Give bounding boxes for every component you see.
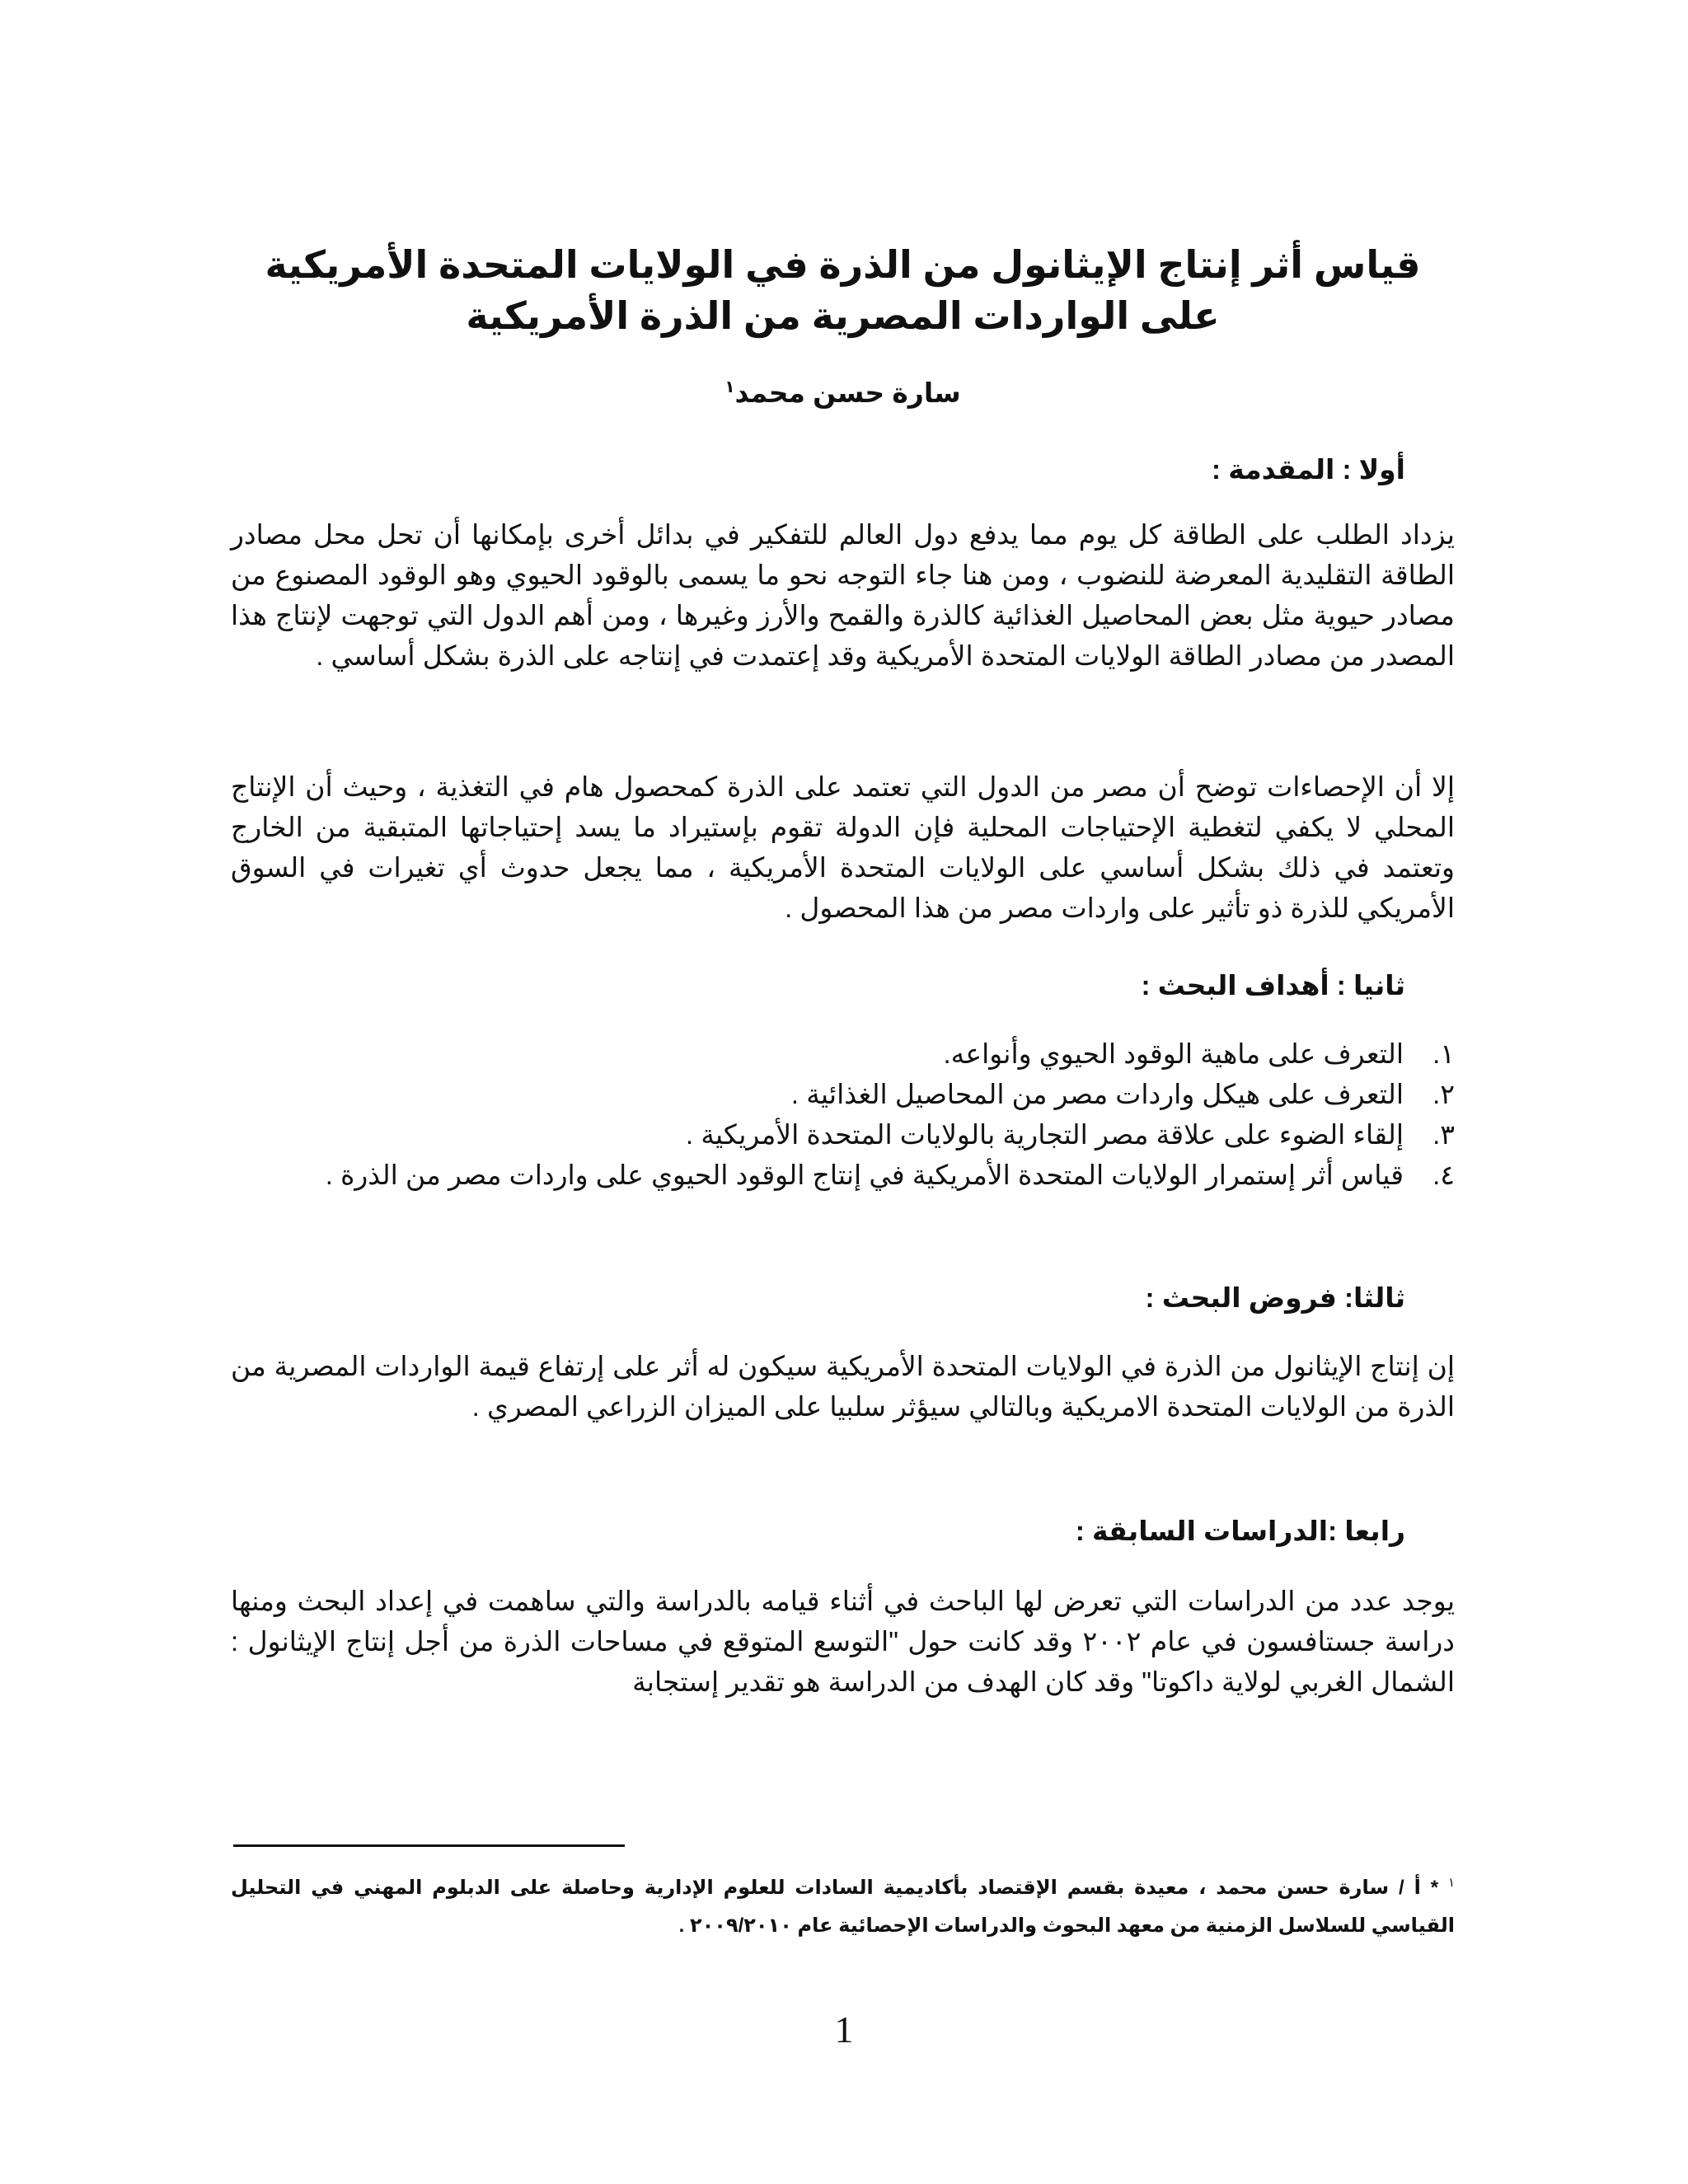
list-item-number: ٢. — [1432, 1079, 1455, 1109]
paragraph-text: يزداد الطلب على الطاقة كل يوم مما يدفع دول العالم للتفكير في بدائل أخرى بإمكانها أن تحل محل مصادر الطاقة التقليدية المعرضة للنضوب ، ومن هنا جاء التوجه نحو ما يسمى بالوقود الحيوي وهو الوقود المصنوع من مصادر حيوية مثل بعض المحاصيل الغذائية كالذرة والقمح والأرز وغيرها ، ومن أهم الدول التي توجهت لإنتاج هذا المصدر من مصادر الطاقة الولايات المتحدة الأمريكية وقد إعتمدت في إنتاجه على الذرة بشكل أساسي . — [231, 519, 1455, 671]
list-item-number: ١. — [1432, 1038, 1455, 1069]
list-item-text: إلقاء الضوء على علاقة مصر التجارية بالولايات المتحدة الأمريكية . — [686, 1119, 1404, 1150]
paragraph-text: إلا أن الإحصاءات توضح أن مصر من الدول التي تعتمد على الذرة كمحصول هام في التغذية ، وحيث أن الإنتاج المحلي لا يكفي لتغطية الإحتياجات المحلية فإن الدولة تقوم بإستيراد ما يسد إحتياجاتها المتبقية من الخارج وتعتمد في ذلك بشكل أساسي على الولايات المتحدة الأمريكية ، مما يجعل حدوث أي تغيرات في السوق الأمريكي للذرة ذو تأثير على واردات مصر من هذا المحصول . — [231, 771, 1455, 923]
list-item-text: قياس أثر إستمرار الولايات المتحدة الأمريكية في إنتاج الوقود الحيوي على واردات مصر من الذرة . — [325, 1160, 1404, 1190]
author-footnote-marker: ١ — [724, 378, 735, 396]
list-item — [231, 1074, 1455, 1114]
footnote-separator — [233, 1844, 625, 1847]
page-number: 1 — [834, 2008, 854, 2050]
intro-heading: أولا : المقدمة : — [1212, 454, 1405, 485]
list-item — [231, 1155, 1455, 1195]
author-name: سارة حسن محمد — [734, 377, 961, 408]
hypotheses-heading: ثالثا: فروض البحث : — [1145, 1282, 1405, 1313]
objectives-list — [231, 1033, 1455, 1195]
document-title: قياس أثر إنتاج الإيثانول من الذرة في الولايات المتحدة الأمريكية على الواردات المصرية من الذرة الأمريكية — [265, 243, 1421, 337]
list-item — [231, 1114, 1455, 1155]
list-item-text: التعرف على ماهية الوقود الحيوي وأنواعه. — [943, 1038, 1404, 1069]
footnote — [231, 1864, 1455, 1945]
author-line — [231, 369, 1455, 411]
objectives-heading: ثانيا : أهداف البحث : — [1141, 970, 1405, 1001]
hypotheses-paragraph — [231, 1346, 1455, 1427]
intro-paragraph-2 — [231, 766, 1455, 928]
previous-studies-heading: رابعا :الدراسات السابقة : — [1075, 1516, 1405, 1546]
paragraph-text: إن إنتاج الإيثانول من الذرة في الولايات المتحدة الأمريكية سيكون له أثر على إرتفاع قيمة الواردات المصرية من الذرة من الولايات المتحدة الامريكية وبالتالي سيؤثر سلبيا على الميزان الزراعي المصري . — [231, 1351, 1455, 1422]
paragraph-text: يوجد عدد من الدراسات التي تعرض لها الباحث في أثناء قيامه بالدراسة والتي ساهمت في إعداد البحث ومنها دراسة جستافسون في عام ٢٠٠٢ وقد كانت حول "التوسع المتوقع في مساحات الذرة من أجل إنتاج الإيثانول : الشمال الغربي لولاية داكوتا" وقد كان الهدف من الدراسة هو تقدير إستجابة — [231, 1586, 1455, 1697]
list-item — [231, 1033, 1455, 1074]
footnote-marker: ١ — [1447, 1876, 1456, 1890]
list-item-number: ٣. — [1432, 1119, 1455, 1150]
list-item-number: ٤. — [1432, 1160, 1455, 1190]
previous-studies-paragraph — [231, 1581, 1455, 1702]
intro-paragraph-1 — [231, 514, 1455, 676]
footnote-text: * أ / سارة حسن محمد ، معيدة بقسم الإقتصاد بأكاديمية السادات للعلوم الإدارية وحاصلة على الدبلوم المهني في التحليل القياسي للسلاسل الزمنية من معهد البحوث والدراسات الإحصائية عام ٢٠٠٩/٢٠١٠ . — [231, 1877, 1455, 1937]
list-item-text: التعرف على هيكل واردات مصر من المحاصيل الغذائية . — [790, 1079, 1404, 1109]
objectives-list-container — [231, 1033, 1455, 1195]
